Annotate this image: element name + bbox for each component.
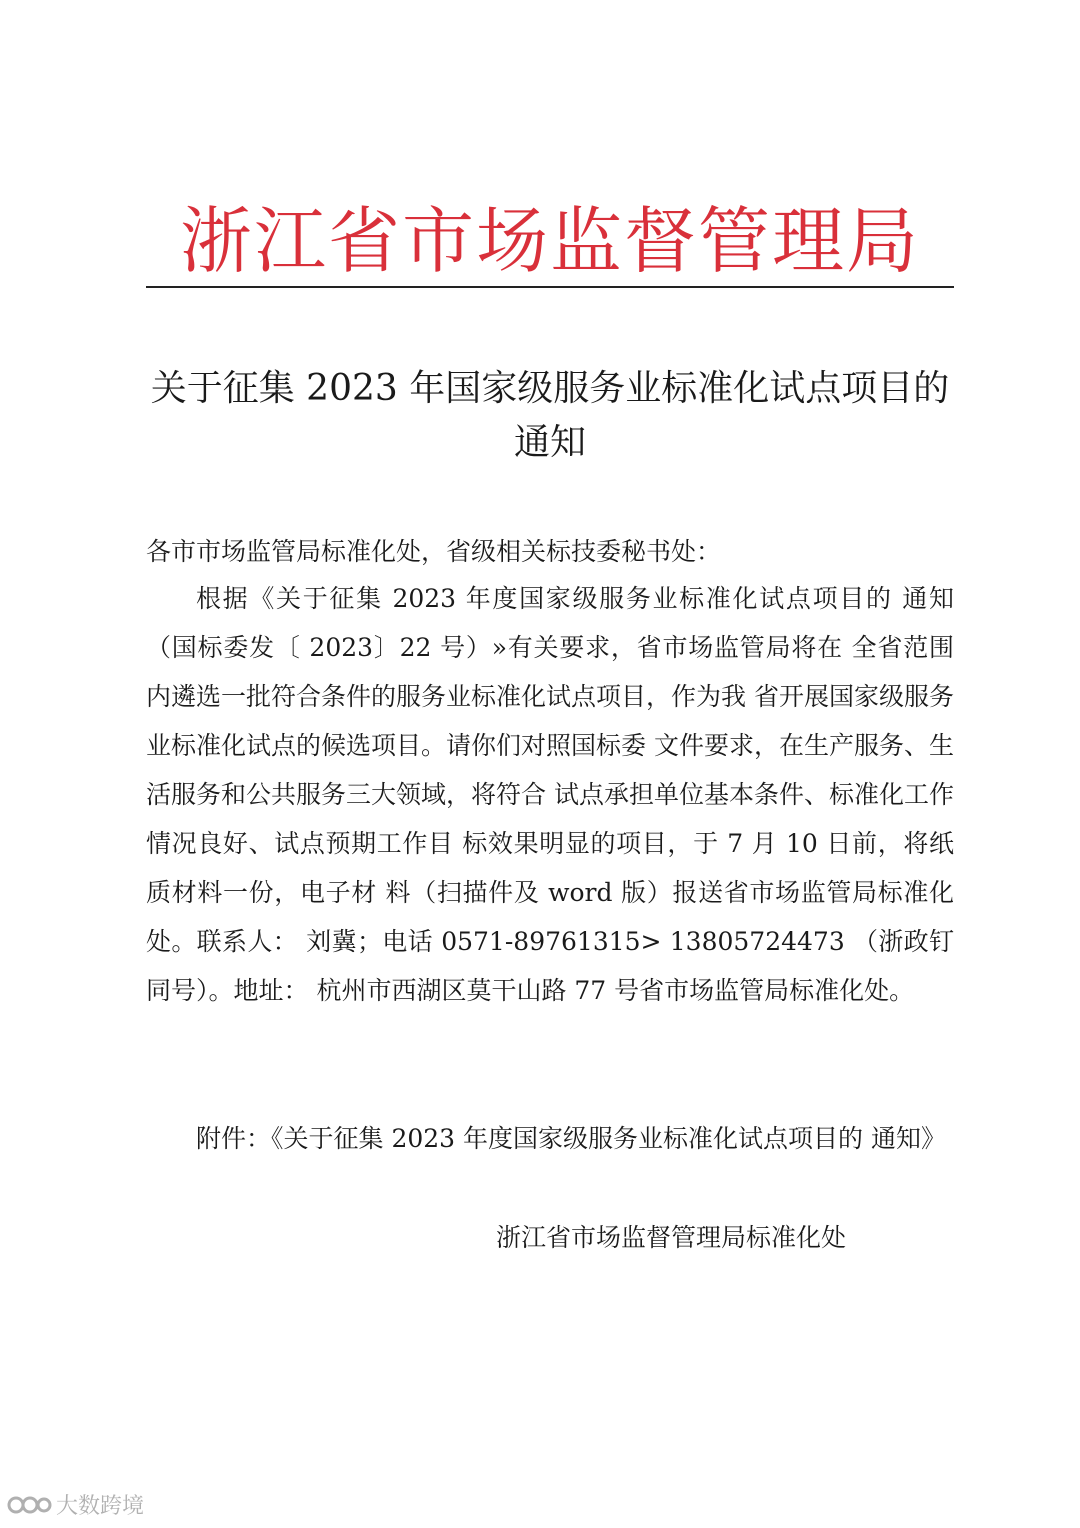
- header-divider: [146, 286, 954, 288]
- agency-header-title: 浙江省市场监督管理局: [179, 199, 920, 283]
- watermark: [6, 1486, 144, 1522]
- salutation: 各市市场监管局标准化处，省级相关标技委秘书处：: [146, 537, 722, 566]
- watermark-text: 大数跨境: [56, 1493, 145, 1519]
- body-paragraph: 根据《关于征集 2023 年度国家级服务业标准化试点项目的 通知（国标委发〔 2023〕22 号）»有关要求，省市场监管局将在 全省范围内遴选一批符合条件的服务业标准化试点项目，作为我 省开展国家级服务业标准化试点的候选项目。请你们对照国标委 文件要求，在生产服务、生活服务和公共服务三大领域，将符合 试点承担单位基本条件、标准化工作情况良好、试点预期工作目 标效果明显的项目，于 7 月 10 日前，将纸质材料一份，电子材 料（扫描件及 word 版）报送省市场监管局标准化处。联系人： 刘冀；电话 0571-89761315> 13805724473 （浙政钉同号）。地址： 杭州市西湖区莫干山路 77 号省市场监管局标准化处。: [146, 584, 954, 1005]
- signature-department: 浙江省市场监督管理局标准化处: [496, 1223, 847, 1252]
- logo-icon: [6, 1491, 52, 1517]
- attachment-note: 附件：《关于征集 2023 年度国家级服务业标准化试点项目的 通知》: [196, 1124, 946, 1153]
- document-title: 关于征集 2023 年国家级服务业标准化试点项目的通知: [150, 368, 950, 463]
